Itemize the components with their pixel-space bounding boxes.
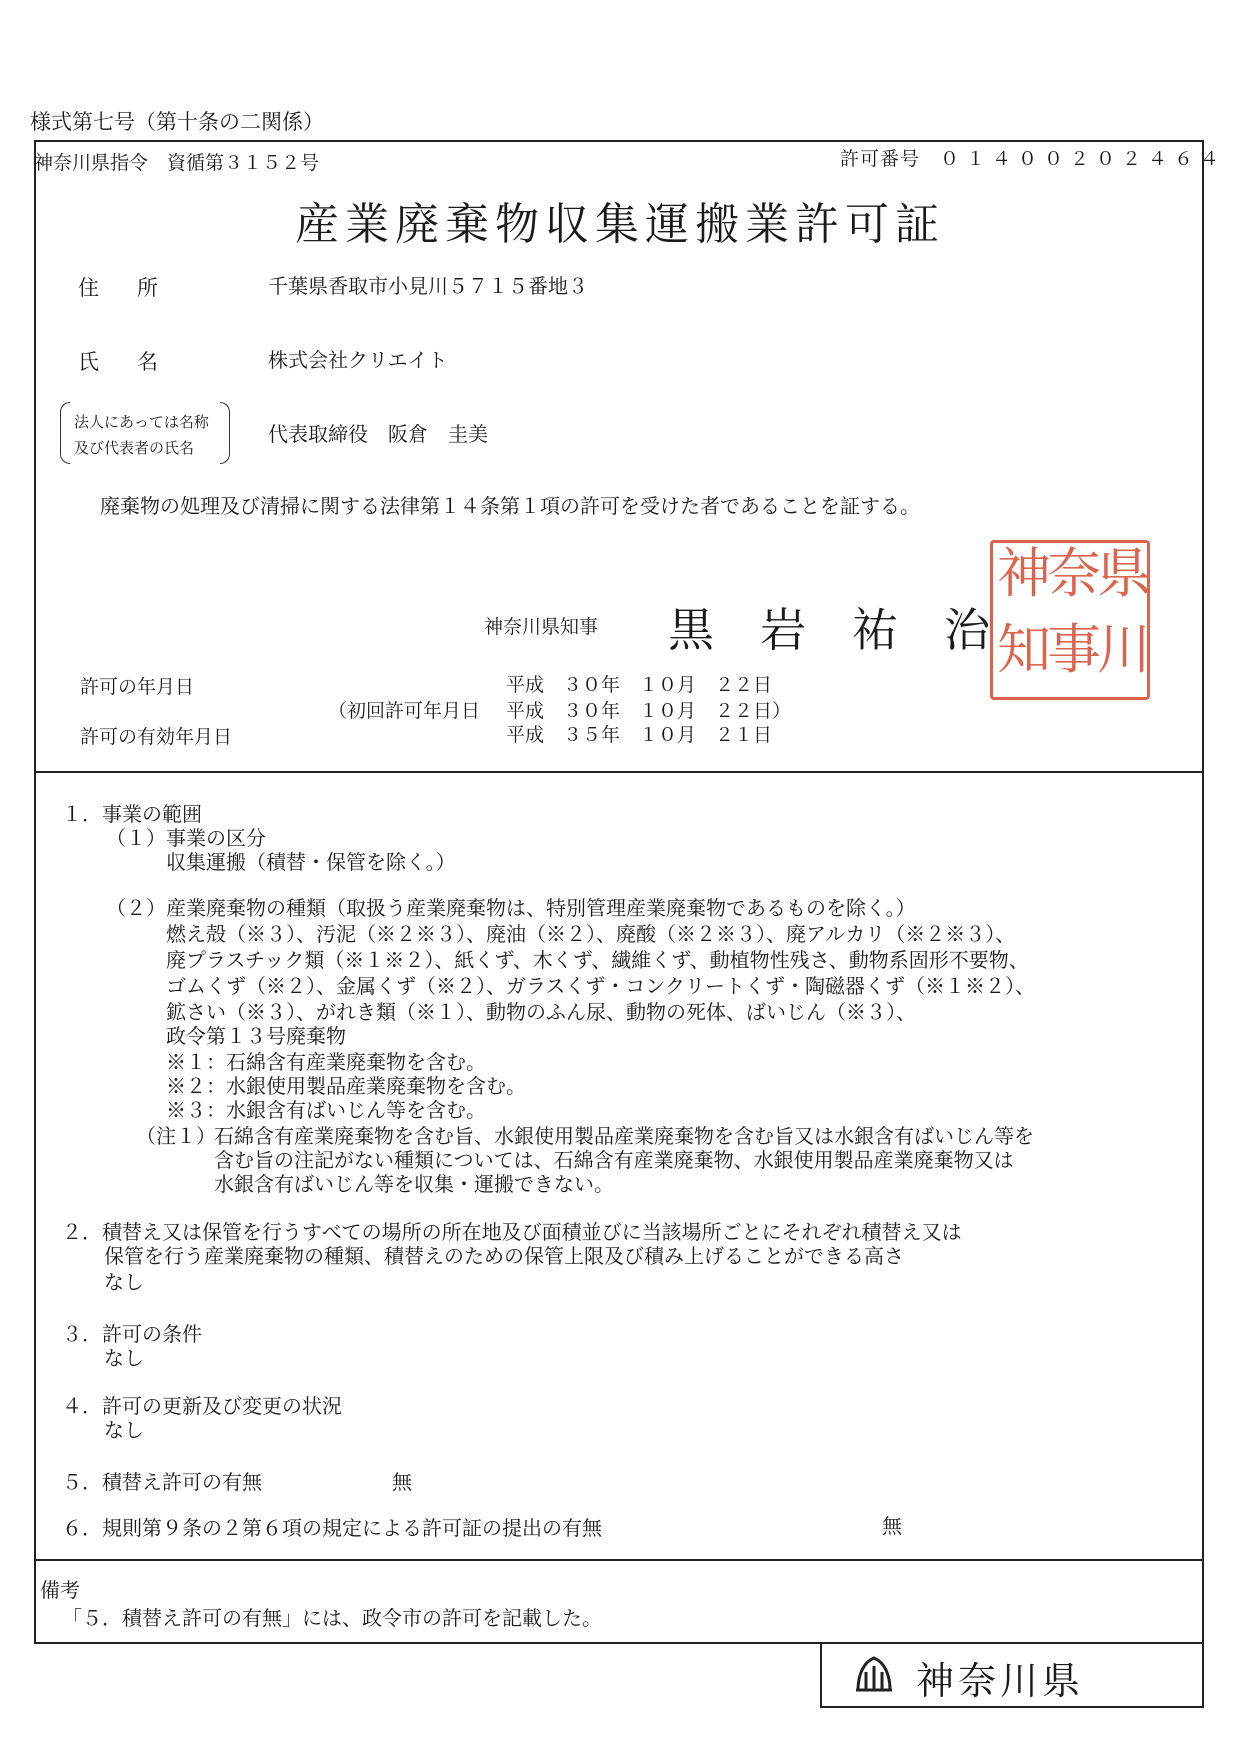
initial-permit-label: （初回許可年月日 [328, 700, 481, 722]
waste-note: ※１：石綿含有産業廃棄物を含む。 [166, 1050, 486, 1074]
section3-value: なし [104, 1346, 144, 1370]
waste-type-line: 燃え殻（※３）、汚泥（※２※３）、廃油（※２）、廃酸（※２※３）、廃アルカリ（※２※３）、 [166, 922, 1016, 946]
seal-char: 神 [997, 542, 1051, 605]
waste-note: ※３：水銀含有ばいじん等を含む。 [166, 1098, 486, 1122]
representative-value: 代表取締役 阪倉 圭美 [268, 422, 488, 446]
annotation-line: 水銀含有ばいじん等を収集・運搬できない。 [214, 1172, 614, 1196]
bracket-right [220, 402, 230, 464]
waste-type-line: ゴムくず（※２）、金属くず（※２）、ガラスくず・コンクリートくず・陶磁器くず（※１※２）、 [166, 974, 1035, 998]
issuer-logo-box [820, 1642, 1204, 1708]
waste-note: ※２：水銀使用製品産業廃棄物を含む。 [166, 1074, 526, 1098]
form-number: 様式第七号（第十条の二関係） [30, 110, 324, 134]
remarks-heading: 備考 [40, 1578, 80, 1602]
address-value: 千葉県香取市小見川５７１５番地３ [268, 274, 588, 298]
remarks-text: 「５．積替え許可の有無」には、政令市の許可を記載した。 [62, 1606, 602, 1630]
document-title: 産業廃棄物収集運搬業許可証 [295, 199, 945, 250]
section2-line2: 保管を行う産業廃棄物の種類、積替えのための保管上限及び積み上げることができる高さ [104, 1244, 904, 1268]
section6-heading: ６．規則第９条の２第６項の規定による許可証の提出の有無 [62, 1516, 602, 1540]
waste-type-line: 鉱さい（※３）、がれき類（※１）、動物のふん尿、動物の死体、ばいじん（※３）、 [166, 1000, 916, 1024]
bracket-left [60, 402, 70, 464]
section3-heading: ３．許可の条件 [62, 1322, 202, 1346]
initial-permit-date: 平成 ３０年 １０月 ２２日） [506, 700, 792, 722]
waste-type-line: 廃プラスチック類（※１※２）、紙くず、木くず、繊維くず、動植物性残さ、動物系固形不要物、 [166, 948, 1029, 972]
permit-date-label: 許可の年月日 [80, 676, 195, 698]
seal-char: 奈 [1047, 542, 1101, 605]
seal-char: 川 [1097, 618, 1151, 681]
section1-sub1-text: 収集運搬（積替・保管を除く。） [166, 850, 456, 874]
section1-sub2-heading: （２）産業廃棄物の種類（取扱う産業廃棄物は、特別管理産業廃棄物であるものを除く。） [106, 896, 916, 920]
seal-char: 知 [997, 618, 1051, 681]
valid-date-label: 許可の有効年月日 [80, 726, 233, 748]
section2-line1: ２．積替え又は保管を行うすべての場所の所在地及び面積並びに当該場所ごとにそれぞれ積替え又は [62, 1220, 962, 1244]
rep-label-line1: 法人にあっては名称 [74, 413, 209, 431]
valid-date: 平成 ３５年 １０月 ２１日 [506, 724, 773, 746]
permit-date: 平成 ３０年 １０月 ２２日 [506, 674, 773, 696]
representative-label-box [60, 402, 230, 464]
directive-number: 神奈川県指令 資循第３１５２号 [34, 152, 320, 174]
waste-type-line: 政令第１３号廃棄物 [166, 1024, 346, 1048]
section5-value: 無 [392, 1470, 412, 1494]
permit-number-label: 許可番号 [840, 148, 921, 170]
address-label: 住所 [78, 276, 196, 300]
permit-number: ０１４００２０２４６４ [940, 148, 1227, 170]
official-seal [990, 540, 1150, 700]
section5-heading: ５．積替え許可の有無 [62, 1470, 262, 1494]
annotation-label: （注１） [136, 1124, 216, 1148]
name-label: 氏名 [78, 350, 196, 374]
section6-value: 無 [882, 1514, 902, 1538]
seal-char: 県 [1097, 542, 1151, 605]
annotation-line: 含む旨の注記がない種類については、石綿含有産業廃棄物、水銀使用製品産業廃棄物又は [214, 1148, 1014, 1172]
section2-value: なし [104, 1270, 144, 1294]
issuer-position: 神奈川県知事 [484, 616, 599, 638]
section1-heading: １．事業の範囲 [62, 802, 202, 826]
section4-value: なし [104, 1418, 144, 1442]
seal-char: 事 [1047, 618, 1101, 681]
section1-sub1-heading: （１）事業の区分 [106, 826, 266, 850]
issuer-name: 黒 岩 祐 治 [668, 603, 990, 657]
permit-number-block [840, 144, 1226, 171]
remarks-divider [34, 1559, 1204, 1561]
upper-section-divider [34, 771, 1204, 773]
section4-heading: ４．許可の更新及び変更の状況 [62, 1394, 342, 1418]
rep-label-line2: 及び代表者の氏名 [74, 439, 195, 457]
name-value: 株式会社クリエイト [268, 348, 448, 372]
kanagawa-emblem-icon [852, 1652, 896, 1696]
annotation-line: 石綿含有産業廃棄物を含む旨、水銀使用製品産業廃棄物を含む旨又は水銀含有ばいじん等を [214, 1124, 1034, 1148]
issuer-logo-text: 神奈川県 [916, 1659, 1085, 1703]
certification-statement: 廃棄物の処理及び清掃に関する法律第１４条第１項の許可を受けた者であることを証する。 [100, 494, 920, 518]
